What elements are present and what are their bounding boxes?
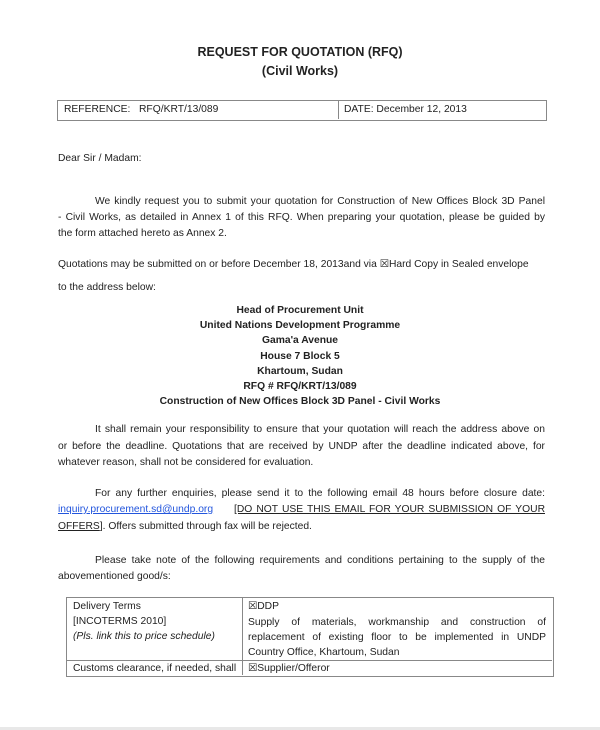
supplier-label: Supplier/Offeror xyxy=(257,663,330,674)
document-subtitle: (Civil Works) xyxy=(261,64,339,78)
para1-line: the form attached hereto as Annex 2. xyxy=(58,228,227,239)
address-line: House 7 Block 5 xyxy=(260,351,340,362)
reference-value: RFQ/KRT/13/089 xyxy=(139,104,219,115)
delivery-desc-line: Supply of materials, workmanship and construction of xyxy=(248,617,546,628)
ddp-option xyxy=(248,600,279,613)
price-schedule-note: (Pls. link this to price schedule) xyxy=(73,631,215,642)
salutation: Dear Sir / Madam: xyxy=(58,153,142,164)
para4-line xyxy=(58,520,312,533)
delivery-desc-line: Country Office, Khartoum, Sudan xyxy=(248,647,400,658)
para1-line: We kindly request you to submit your quotation for Construction of New Offices Block 3D Panel xyxy=(95,196,545,207)
date: DATE: December 12, 2013 xyxy=(344,104,467,115)
para2-line: to the address below: xyxy=(58,282,156,293)
table-row-divider xyxy=(66,660,552,661)
checkbox-checked-icon: ☒ xyxy=(379,259,389,270)
address-line: Gama'a Avenue xyxy=(261,335,339,346)
para5-line: Please take note of the following requirements and conditions pertaining to the supply of the xyxy=(95,555,545,566)
checkbox-checked-icon: ☒ xyxy=(248,663,258,674)
para3-line: whatever reason, shall not be considered for evaluation. xyxy=(58,457,314,468)
para2-text: Quotations may be submitted on or before December 18, 2013and via xyxy=(58,259,377,270)
email-link[interactable]: inquiry.procurement.sd@undp.org xyxy=(58,504,214,515)
reference-divider xyxy=(338,100,339,119)
reference-box xyxy=(57,100,547,121)
address-line: United Nations Development Programme xyxy=(199,320,401,331)
warning-text: [DO NOT USE THIS EMAIL FOR YOUR SUBMISSION OF YOUR xyxy=(234,504,545,515)
para4-end: ]. Offers submitted through fax will be rejected. xyxy=(99,521,312,532)
warning-text: OFFERS xyxy=(58,521,100,532)
para4-line: For any further enquiries, please send it to the following email 48 hours before closure date: xyxy=(95,488,545,499)
delivery-desc-line: replacement of existing floor to be implemented in UNDP xyxy=(248,632,546,643)
para2-option: Hard Copy in Sealed envelope xyxy=(388,259,529,270)
para3-line: or before the deadline. Quotations that are received by UNDP after the deadline indicated above, for xyxy=(58,441,545,452)
document-title: REQUEST FOR QUOTATION (RFQ) xyxy=(197,45,403,59)
para1-line: - Civil Works, as detailed in Annex 1 of this RFQ. When preparing your quotation, please be guided by xyxy=(58,212,545,223)
address-line: Head of Procurement Unit xyxy=(236,305,364,316)
incoterms-label: [INCOTERMS 2010] xyxy=(73,616,167,627)
para5-line: abovementioned good/s: xyxy=(58,571,171,582)
para3-line: It shall remain your responsibility to ensure that your quotation will reach the address above on xyxy=(95,424,545,435)
address-line: Khartoum, Sudan xyxy=(257,366,343,377)
para2-line xyxy=(58,258,529,271)
customs-label: Customs clearance, if needed, shall xyxy=(73,663,237,674)
checkbox-checked-icon: ☒ xyxy=(248,601,258,612)
address-line: RFQ # RFQ/KRT/13/089 xyxy=(243,381,357,392)
customs-option xyxy=(248,662,330,675)
delivery-terms-label: Delivery Terms xyxy=(73,601,141,612)
address-line: Construction of New Offices Block 3D Panel - Civil Works xyxy=(159,396,441,407)
reference-label: REFERENCE: xyxy=(64,104,131,115)
table-col-divider xyxy=(242,597,243,675)
ddp-label: DDP xyxy=(257,601,279,612)
